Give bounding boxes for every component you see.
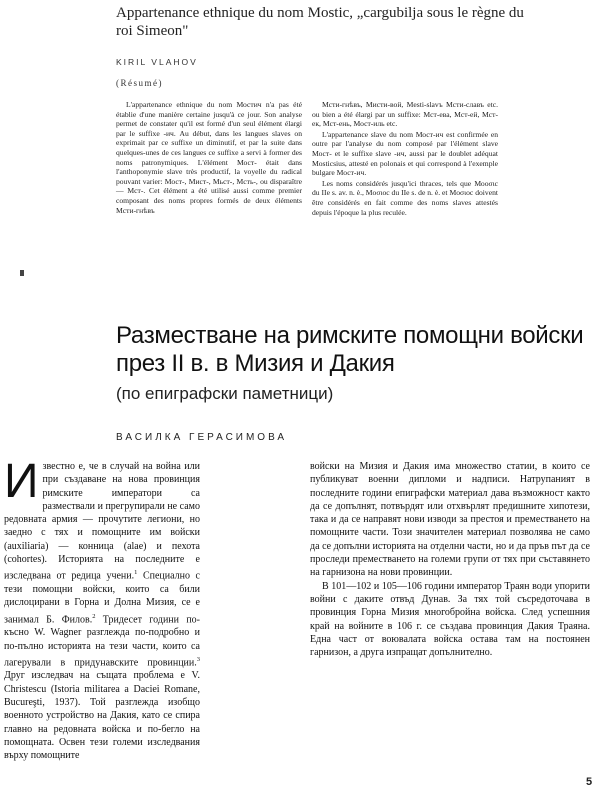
resume-right-column	[312, 100, 498, 218]
page-number: 5	[586, 776, 593, 788]
resume-paragraph: Les noms considérés jusqu'ici thraces, tels que Мооσιc du IIe s. av. n. è., Мοσιοc du IIe s. de n. è. et Мοσιοc doivent être considérés en fait comme des noms slaves attestés depuis l'époque la plus reculée.	[312, 178, 498, 217]
footnote-mark: 3	[196, 655, 200, 663]
drop-cap: И	[4, 455, 39, 508]
resume-paragraph: L'appartenance ethnique du nom Мостич n'a pas été établie d'une manière certaine jusqu'à ce jour. Son analyse permet de constater qu'il est formé d'un seul élément élargi par le suffixe -ич. Au début, dans les langues slaves on exprimait par ce suffixe un diminutif, et par la suite dans quelques-unes de ces langues ce suffixe a servi à former des noms patronymiques. L'élément Мост- était dans l'anthoponymie slave très productif, la voyelle du radical pouvant varier: Мост-, Мист-, Мьст-, Мсть-, ou disparaître — Мст-. Cet élément a été utilisé aussi comme premier composant des noms propres formés de deux éléments Мсти-гнѣвъ	[116, 100, 302, 215]
resume-label: (Résumé)	[116, 78, 163, 88]
article-left-column	[4, 455, 200, 763]
article-text: звестно е, че в случай на война или при създаване на нова провинция римските императори са размествали и прегрупирали не само редовната армия — прочутите легиони, но заедно с тях и помощните им войски (auxiliaria) — конница (alae) и пехота (cohortes). Историята на последните е изследвана от редица учени.	[4, 461, 200, 582]
article-lead-paragraph	[4, 455, 200, 763]
article-paragraph: В 101—102 и 105—106 години император Траян води упорити войни с даките отвъд Дунав. За тях той съсредоточава в провинция Горна Мизия многобройна войска. След успешния край на войните в 106 г. се създава провинция Дакия Траяна. Една част от воювалата войска остава там на постоянен гарнизон, а друга изпращат допълнително.	[310, 580, 590, 659]
article-text: Тридесет години по-късно W. Wagner разглежда по-подробно и по-пълно историята на тези части, които са лагерували в придунавските провинции.	[4, 613, 200, 669]
resume-left-column	[116, 100, 302, 216]
article-right-column	[310, 460, 590, 659]
scan-artifact	[20, 270, 24, 276]
article-text: Друг изследвач на същата проблема е V. Christescu (Istoria militarea a Daciei Romane, Bucureşti, 1937). Той разглежда изобщо военното устройство на Дакия, като се спира главно на редовната войска и по-бегло на помощната. Освен тези големи изследвания върху помощните	[4, 670, 200, 762]
article-text: Специално с тези помощни войски, които са били дислоцирани в Горна и Долна Мизия, се е занимал Б. Филов.	[4, 570, 200, 625]
resume-paragraph: Мсти-гнѣвъ, Мисти-вой, Mesti-slavъ Мсти-славъ etc. ou bien a été élargi par un suffixe: Мст-ева, Мст-ей, Мст-ек, Мст-ень, Мост-иль etc.	[312, 100, 498, 129]
article-title: Разместване на римските помощни войски през II в. в Мизия и Дакия	[116, 322, 584, 377]
article-subtitle: (по епиграфски паметници)	[116, 384, 334, 403]
footnote-mark: 2	[92, 612, 96, 620]
article-author: ВАСИЛКА ГЕРАСИМОВА	[116, 432, 288, 443]
article-paragraph: войски на Мизия и Дакия има множество статии, в които се публикуват военни дипломи и надписи. Натрупаният в последните години епиграфски материал дава възможност както да се допълнят, потвърдят или отхвърлят предишните хипотези, така и да се направят нови изводи за престоя и преместването на помощните части. Този значителен материал позволява не само да се допълни историята на отделни части, но и да пръв път да се проследи преместването на големи групи от тях при съставянето на гарнизона на нови провинции.	[310, 461, 590, 579]
resume-paragraph: L'appartenance slave du nom Мост-ич est confirmée en outre par l'analyse du nom composé par l'élément slave Мост- et le suffixe slave -ич, aussi par le doublet adéquat Mosticsius, attesté en polonais et qui correspond à l'exemple bulgare Мост-ич.	[312, 129, 498, 178]
resume-title: Appartenance ethnique du nom Mostic, „cargubilja sous le règne du roi Simeon"	[116, 5, 524, 39]
resume-author: KIRIL VLAHOV	[116, 57, 198, 67]
footnote-mark: 1	[134, 569, 138, 577]
